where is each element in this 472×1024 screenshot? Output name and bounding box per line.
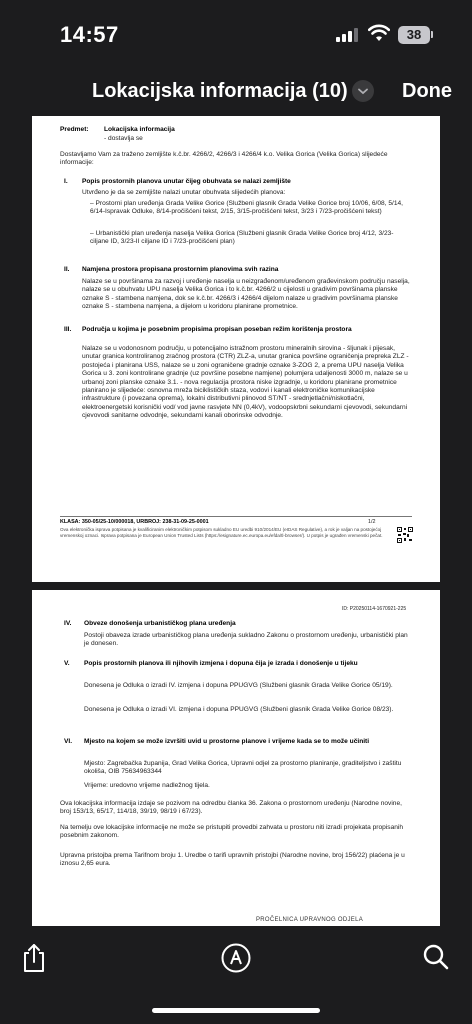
markup-icon[interactable] <box>220 942 252 974</box>
status-bar <box>0 0 472 64</box>
section-2-number: II. <box>64 266 70 273</box>
section-1-title: Popis prostornih planova unutar čijeg obuhvata se nalazi zemljište <box>82 178 291 185</box>
footer-rule <box>60 516 412 517</box>
section-4-number: IV. <box>64 620 72 627</box>
document-id: ID: P20250114-1670921-225 <box>342 606 407 612</box>
chevron-down-icon <box>352 80 374 102</box>
nav-bar <box>0 64 472 120</box>
section-6-time: Vrijeme: uredovno vrijeme nadležnog tijela. <box>84 782 210 789</box>
fee-paragraph: Upravna pristojba prema Tarifnom broju 1. Uredbe o tarifi upravnih pristojbi (Narodne novine, broj 156/22) plaćena je u iznosu 2,65 eura. <box>60 852 405 868</box>
title-menu-button[interactable] <box>352 80 374 102</box>
section-5-number: V. <box>64 660 70 667</box>
predmet-sub: - dostavlja se <box>104 135 143 142</box>
predmet-value: Lokacijska informacija <box>104 126 175 133</box>
section-2-text: Nalaze se u površinama za razvoj i uređenje naselja u neizgrađenom/uređenom građevinskom području naselja, nalaze se u obuhvatu UPU naselja Velika Gorica i to k.č.br. 4266/2 u cijelosti u gradivim površinama planske oznake S - stambena namjena, dok se k.č.br. 4266/3 i 4266/4 dijelom nalaze u gradivim površinama planske oznake S - stambena namjena, a dijelom u koridoru planirane prometnice. <box>82 278 410 311</box>
status-time: 14:57 <box>60 22 119 47</box>
section-5-text-2: Donesena je Odluka o izradi VI. izmjena i dopuna PPUGVG (Službeni glasnik Grada Velike Gorice 08/23). <box>84 706 394 713</box>
share-icon[interactable] <box>20 942 48 974</box>
section-5-text-1: Donesena je Odluka o izradi IV. izmjena i dopuna PPUGVG (Službeni glasnik Grada Velike Gorice 05/19). <box>84 682 393 689</box>
section-1-bullet-2: – Urbanistički plan uređenja naselja Velika Gorica (Službeni glasnik Grada Velike Gorice broj 4/12, 3/23-ciljane ID, 3/23-II ciljane ID i 7/23-pročišćeni plan) <box>90 230 394 246</box>
predmet-label: Predmet: <box>60 126 89 133</box>
section-4-text: Postoji obaveza izrade urbanističkog plana uređenja sukladno Zakonu o prostornom uređenju, urbanistički plan je donesen. <box>84 632 408 648</box>
qr-code-icon <box>396 526 414 544</box>
section-4-title: Obveze donošenja urbanističkog plana uređenja <box>84 620 236 627</box>
battery-tip <box>431 31 433 38</box>
footer-signature-note: Ova elektronička isprava potpisana je kvalificiranim elektroničkim potpisom sukladno EU uredbi 910/2014/EU (eIDAS Regulative), a rok je valjan na postojećoj vremenskoj oznaci. Isprava potpisana je European Union Trusted Lists (https://esignature.ec.europa.eu/efda/tl-browser/). U potpis je ugrađen vremenski pečat. <box>60 527 383 538</box>
battery-indicator: 38 <box>398 26 430 44</box>
legal-basis-paragraph: Ova lokacijska informacija izdaje se pozivom na odredbu članka 36. Zakona o prostornom uređenju (Narodne novine, broj 153/13, 65/17, 114/18, 39/19, 98/19 i 67/23). <box>60 800 402 816</box>
footer-page-number: 1/2 <box>368 519 376 525</box>
footer-klasa: KLASA: 350-05/25-10/000018, URBROJ: 238-31-09-25-0001 <box>60 519 209 525</box>
section-5-title: Popis prostornih planova ili njihovih izmjena i dopuna čija je izrada i donošenje u tijeku <box>84 660 358 667</box>
section-6-place: Mjesto: Zagrebačka županija, Grad Velika Gorica, Upravni odjel za prostorno planiranje, graditeljstvo i zaštitu okoliša, OIB 75634963344 <box>84 760 402 776</box>
document-title[interactable]: Lokacijska informacija (10) <box>92 80 348 102</box>
signature-heading-cut: PROČELNICA UPRAVNOG ODJELA <box>256 917 364 923</box>
done-button[interactable]: Done <box>402 80 452 102</box>
wifi-icon <box>368 24 390 42</box>
search-icon[interactable] <box>422 943 450 971</box>
cellular-signal-icon <box>336 26 360 42</box>
section-1-text: Utvrđeno je da se zemljište nalazi unutar obuhvata slijedećih planova: <box>82 189 286 196</box>
section-3-number: III. <box>64 326 72 333</box>
intro-text: Dostavljamo Vam za traženo zemljište k.č.br. 4266/2, 4266/3 i 4266/4 k.o. Velika Gorica (Velika Gorica) slijedeće informacije: <box>60 151 388 167</box>
section-6-title: Mjesto na kojem se može izvršiti uvid u prostorne planove i vrijeme kada se to može učiniti <box>84 738 370 745</box>
document-page-2[interactable] <box>32 590 440 926</box>
section-2-title: Namjena prostora propisana prostornim planovima svih razina <box>82 266 279 273</box>
section-1-bullet-1: – Prostorni plan uređenja Grada Velike Gorice (Službeni glasnik Grada Velike Gorice broj 10/06, 6/08, 5/14, 6/14-Ispravak Odluke, 8/14-pročišćeni tekst, 2/15, 3/15-pročišćeni tekst, 3/23 i 7/23-pročišćeni tekst) <box>90 200 404 216</box>
section-1-number: I. <box>64 178 68 185</box>
home-indicator[interactable] <box>152 1008 320 1013</box>
document-page-1[interactable] <box>32 116 440 582</box>
restriction-paragraph: Na temelju ove lokacijske informacije ne može se pristupiti provedbi zahvata u prostoru niti izradi projekata propisanih posebnim zakonom. <box>60 824 404 840</box>
section-3-text: Nalaze se u vodonosnom području, u potencijalno istražnom prostoru mineralnih sirovina - šljunak i pijesak, unutar granica kontroliranog zračnog prostora (CTR) ZLZ-a, unutar granica površine ograničenja prepreka ZLZ - postojeća i planirana USS, nalaze se u zoni ograničene gradnje oznake 3-ZOG 2, a prema UPU naselja Velika Gorica u 3. zoni kontrolirane gradnje (uz površine posebne namjene) polumjera udaljenosti 3000 m, nalaze se u urbanoj zoni planske oznake 3.1. - nova regulacija prostora niske izgradnje, u koridoru planirane prometnice planirano je slijedeće: osnovna mreža biciklističkih staza, vodovi i kanali elektroničke komunikacijske infrastrukture (i povezana oprema), lokalni distributivni plinovod ST/NT - srednjetlačni/niskotlačni, elektroenergetski korisnički vod/ vod javne rasvjete NN (0,4kV), vodoopskrbni sekundarni cjevovodi, sekundarni cjevovodi sanitarne odvodnje, sekundarni kanali oborinske odvodnje. <box>82 345 409 420</box>
section-3-title: Područja u kojima je posebnim propisima propisan poseban režim korištenja prostora <box>82 326 352 333</box>
section-6-number: VI. <box>64 738 73 745</box>
